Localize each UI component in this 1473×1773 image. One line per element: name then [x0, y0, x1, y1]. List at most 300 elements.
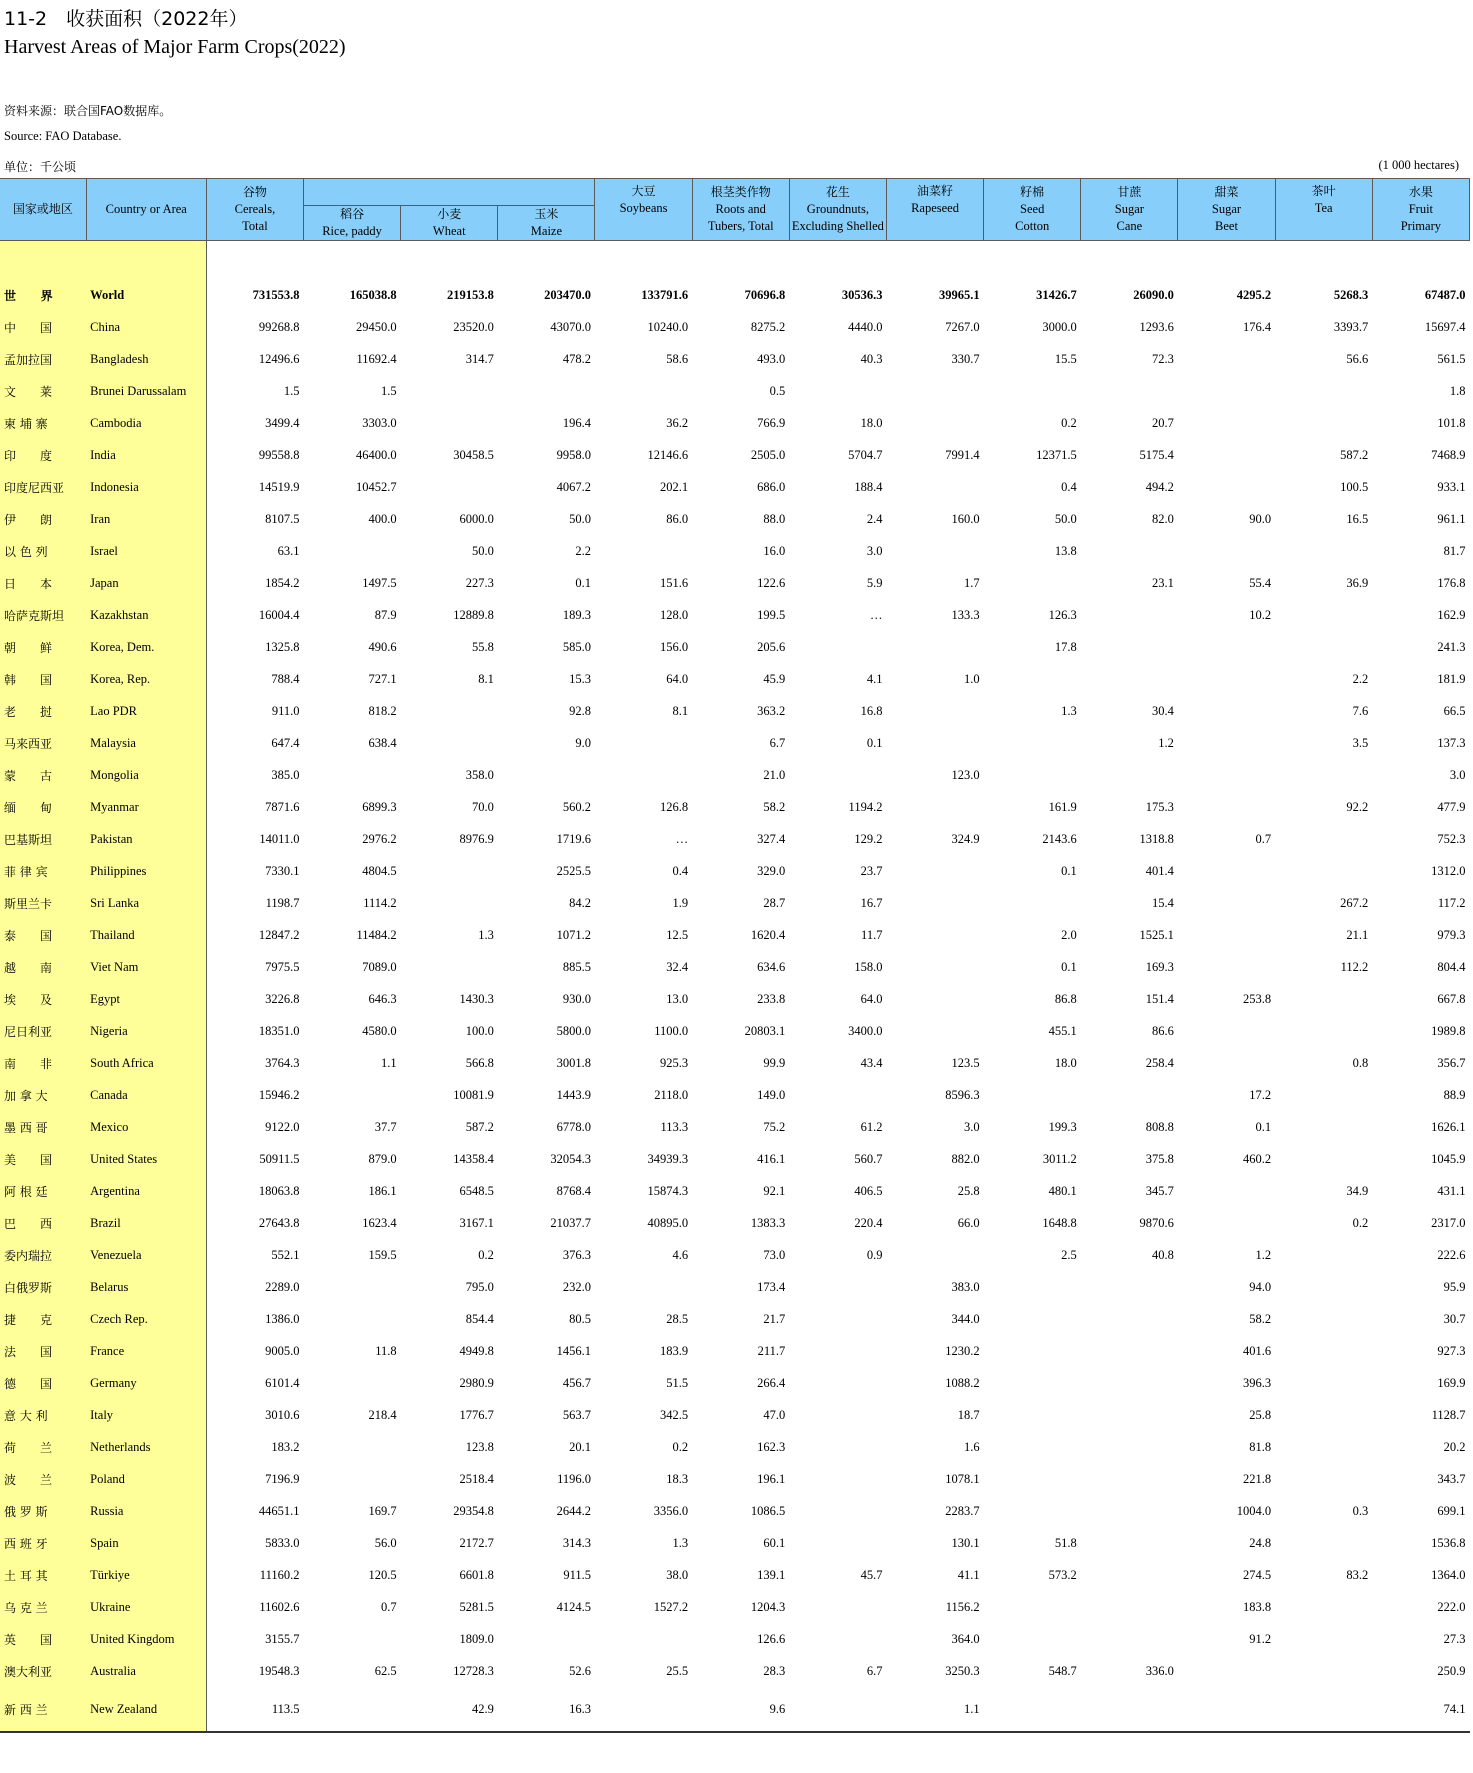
country-name-cn: 意 大 利: [0, 1399, 86, 1431]
value-wheat: 2172.7: [459, 1535, 494, 1550]
value-sugar-cane: [1081, 759, 1178, 791]
value-maize: 43070.0: [550, 319, 591, 334]
value-sugar-cane: [1081, 1623, 1178, 1655]
country-name-en: South Africa: [86, 1047, 206, 1079]
header-sugar-beet: 甜菜 Sugar Beet: [1178, 179, 1275, 241]
value-tea: 3.5: [1352, 735, 1369, 750]
value-soybeans: 38.0: [666, 1567, 689, 1582]
value-wheat: 0.2: [478, 1247, 494, 1262]
value-rice: [304, 1303, 401, 1335]
value-roots: 363.2: [757, 703, 786, 718]
value-roots: 327.4: [757, 831, 786, 846]
country-name-en: World: [86, 279, 206, 311]
value-maize: 0.1: [575, 575, 591, 590]
value-tea: [1275, 1367, 1372, 1399]
value-groundnuts: 3.0: [866, 543, 883, 558]
value-groundnuts: 6.7: [866, 1663, 883, 1678]
value-tea: 0.8: [1352, 1055, 1369, 1070]
value-sugar-cane: [1081, 1367, 1178, 1399]
value-fruit: 66.5: [1443, 703, 1466, 718]
value-sugar-cane: 1318.8: [1139, 831, 1174, 846]
value-maize: 9.0: [575, 735, 591, 750]
value-maize: 3001.8: [556, 1055, 591, 1070]
value-sugar-cane: 175.3: [1145, 799, 1174, 814]
value-soybeans: 1.9: [672, 895, 689, 910]
table-row: [0, 1655, 1470, 1687]
country-name-en: Korea, Dem.: [86, 631, 206, 663]
value-fruit: 2317.0: [1431, 1215, 1466, 1230]
value-sugar-cane: 375.8: [1145, 1151, 1174, 1166]
country-name-cn: 以 色 列: [0, 535, 86, 567]
value-tea: [1275, 759, 1372, 791]
value-soybeans: 156.0: [660, 639, 689, 654]
value-sugar-beet: 0.7: [1255, 831, 1272, 846]
value-cereals: 1386.0: [265, 1311, 300, 1326]
value-seed-cotton: [984, 567, 1081, 599]
value-tea: 16.5: [1346, 511, 1369, 526]
value-sugar-beet: 274.5: [1242, 1567, 1272, 1582]
value-maize: 189.3: [562, 607, 591, 622]
value-groundnuts: 3400.0: [848, 1023, 883, 1038]
value-roots: 1383.3: [750, 1215, 786, 1230]
table-row: [0, 1079, 1470, 1111]
value-rice: [304, 1463, 401, 1495]
value-seed-cotton: 3011.2: [1042, 1151, 1077, 1166]
value-groundnuts: [789, 1399, 886, 1431]
value-tea: 83.2: [1346, 1567, 1369, 1582]
value-rapeseed: [886, 471, 983, 503]
value-rapeseed: 2283.7: [945, 1503, 980, 1518]
value-rice: [304, 1079, 401, 1111]
value-sugar-beet: [1178, 663, 1275, 695]
value-fruit: 222.0: [1437, 1599, 1466, 1614]
value-cereals: 552.1: [271, 1247, 300, 1262]
value-cereals: 11602.6: [259, 1599, 300, 1614]
value-seed-cotton: [984, 727, 1081, 759]
value-soybeans: [595, 1687, 692, 1732]
value-tea: [1275, 1271, 1372, 1303]
value-groundnuts: [789, 1527, 886, 1559]
value-fruit: 20.2: [1443, 1439, 1466, 1454]
value-fruit: 101.8: [1437, 415, 1466, 430]
value-sugar-beet: [1178, 375, 1275, 407]
value-tea: [1275, 1015, 1372, 1047]
value-groundnuts: [789, 1079, 886, 1111]
value-groundnuts: 1194.2: [848, 799, 883, 814]
value-rapeseed: 1088.2: [945, 1375, 980, 1390]
country-name-en: France: [86, 1335, 206, 1367]
value-sugar-beet: [1178, 1655, 1275, 1687]
value-cereals: 385.0: [271, 767, 300, 782]
value-rapeseed: 18.7: [957, 1407, 980, 1422]
value-soybeans: 12.5: [666, 927, 689, 942]
value-roots: 211.7: [757, 1343, 786, 1358]
value-maize: 314.3: [562, 1535, 591, 1550]
value-groundnuts: [789, 1591, 886, 1623]
value-sugar-beet: 396.3: [1242, 1375, 1272, 1390]
value-tea: 3393.7: [1333, 319, 1369, 334]
value-rapeseed: 39965.1: [938, 287, 980, 302]
value-rice: 11692.4: [356, 351, 397, 366]
value-cereals: 9122.0: [265, 1119, 300, 1134]
value-rice: 169.7: [368, 1503, 397, 1518]
value-tea: 2.2: [1352, 671, 1369, 686]
value-rapeseed: 3.0: [963, 1119, 980, 1134]
value-soybeans: 12146.6: [647, 447, 689, 462]
value-cereals: 99268.8: [258, 319, 300, 334]
value-soybeans: [595, 1623, 692, 1655]
value-tea: [1275, 1143, 1372, 1175]
value-seed-cotton: 17.8: [1054, 639, 1077, 654]
value-groundnuts: [789, 1623, 886, 1655]
value-rapeseed: 1.0: [963, 671, 980, 686]
value-soybeans: 15874.3: [647, 1183, 689, 1198]
country-name-en: Japan: [86, 567, 206, 599]
value-maize: 478.2: [562, 351, 591, 366]
value-seed-cotton: [984, 1079, 1081, 1111]
country-name-cn: 柬 埔 寨: [0, 407, 86, 439]
value-wheat: 566.8: [465, 1055, 494, 1070]
value-cereals: 16004.4: [258, 607, 300, 622]
value-groundnuts: 4440.0: [848, 319, 883, 334]
value-rice: 1.1: [381, 1055, 397, 1070]
value-wheat: 50.0: [471, 543, 494, 558]
value-soybeans: 13.0: [666, 991, 689, 1006]
value-groundnuts: [789, 1431, 886, 1463]
value-roots: 8275.2: [750, 319, 786, 334]
table-row: [0, 279, 1470, 311]
country-name-en: Lao PDR: [86, 695, 206, 727]
value-tea: [1275, 631, 1372, 663]
country-name-cn: 伊 朗: [0, 503, 86, 535]
value-cereals: 1854.2: [265, 575, 300, 590]
value-sugar-beet: [1178, 951, 1275, 983]
value-seed-cotton: [984, 1687, 1081, 1732]
value-tea: [1275, 535, 1372, 567]
value-rapeseed: 1156.2: [945, 1599, 980, 1614]
table-row: [0, 983, 1470, 1015]
country-name-en: United Kingdom: [86, 1623, 206, 1655]
country-name-cn: 巴 西: [0, 1207, 86, 1239]
value-rapeseed: 25.8: [957, 1183, 980, 1198]
value-soybeans: 4.6: [672, 1247, 689, 1262]
value-rapeseed: 324.9: [951, 831, 980, 846]
value-wheat: 123.8: [465, 1439, 494, 1454]
value-soybeans: 151.6: [660, 575, 689, 590]
value-sugar-cane: 86.6: [1152, 1023, 1174, 1038]
value-rapeseed: 1230.2: [945, 1343, 980, 1358]
value-rapeseed: 123.5: [951, 1055, 980, 1070]
value-rice: 646.3: [368, 991, 397, 1006]
table-row: [0, 535, 1470, 567]
value-rapeseed: 882.0: [951, 1151, 980, 1166]
value-groundnuts: 43.4: [860, 1055, 883, 1070]
value-sugar-beet: 55.4: [1249, 575, 1272, 590]
value-sugar-beet: [1178, 759, 1275, 791]
country-name-cn: 新 西 兰: [0, 1687, 86, 1732]
value-wheat: 587.2: [465, 1119, 494, 1134]
value-roots: 2505.0: [750, 447, 786, 462]
value-sugar-cane: 40.8: [1152, 1247, 1174, 1262]
table-row: [0, 375, 1470, 407]
value-roots: 45.9: [763, 671, 786, 686]
country-name-cn: 马来西亚: [0, 727, 86, 759]
value-rice: [304, 1623, 401, 1655]
country-name-en: Czech Rep.: [86, 1303, 206, 1335]
header-rice: 稻谷 Rice, paddy: [304, 206, 401, 241]
value-rice: [304, 1687, 401, 1732]
value-soybeans: [595, 759, 692, 791]
value-soybeans: 18.3: [666, 1471, 689, 1486]
table-row: [0, 1623, 1470, 1655]
value-seed-cotton: 2143.6: [1042, 831, 1077, 846]
value-tea: [1275, 1399, 1372, 1431]
value-maize: [498, 375, 595, 407]
table-row: [0, 823, 1470, 855]
country-name-en: Mongolia: [86, 759, 206, 791]
value-maize: 5800.0: [556, 1023, 591, 1038]
value-roots: 329.0: [757, 863, 786, 878]
value-rice: 727.1: [368, 671, 397, 686]
value-maize: 84.2: [569, 895, 591, 910]
value-sugar-cane: 258.4: [1145, 1055, 1174, 1070]
value-rapeseed: [886, 951, 983, 983]
country-name-en: Canada: [86, 1079, 206, 1111]
value-maize: 80.5: [569, 1311, 591, 1326]
value-maize: 92.8: [569, 703, 591, 718]
value-cereals: 12847.2: [258, 927, 300, 942]
value-cereals: 7330.1: [265, 863, 300, 878]
value-groundnuts: 23.7: [860, 863, 883, 878]
value-fruit: 176.8: [1437, 575, 1466, 590]
value-sugar-beet: 221.8: [1242, 1471, 1272, 1486]
header-seed-cotton: 籽棉 Seed Cotton: [984, 179, 1081, 241]
value-rapeseed: 41.1: [957, 1567, 980, 1582]
value-seed-cotton: 548.7: [1048, 1663, 1077, 1678]
value-fruit: 74.1: [1372, 1687, 1469, 1732]
value-cereals: 50911.5: [259, 1151, 300, 1166]
value-rapeseed: [886, 887, 983, 919]
value-groundnuts: [789, 631, 886, 663]
value-seed-cotton: 86.8: [1054, 991, 1077, 1006]
value-groundnuts: [789, 375, 886, 407]
value-rapeseed: [886, 855, 983, 887]
value-seed-cotton: [984, 663, 1081, 695]
country-name-en: Israel: [86, 535, 206, 567]
value-maize: 232.0: [562, 1279, 591, 1294]
value-maize: 911.5: [563, 1567, 591, 1582]
value-cereals: 8107.5: [265, 511, 300, 526]
country-name-cn: 加 拿 大: [0, 1079, 86, 1111]
value-rice: 2976.2: [362, 831, 397, 846]
value-soybeans: 183.9: [660, 1343, 689, 1358]
value-maize: 6778.0: [556, 1119, 591, 1134]
value-soybeans: 1.3: [672, 1535, 689, 1550]
country-name-en: Nigeria: [86, 1015, 206, 1047]
country-name-cn: 蒙 古: [0, 759, 86, 791]
value-groundnuts: 11.7: [861, 927, 883, 942]
value-maize: 2644.2: [556, 1503, 591, 1518]
value-sugar-beet: [1178, 407, 1275, 439]
country-name-cn: 澳大利亚: [0, 1655, 86, 1687]
value-roots: 88.0: [763, 511, 786, 526]
value-wheat: 70.0: [471, 799, 494, 814]
value-rice: 1623.4: [362, 1215, 397, 1230]
value-sugar-beet: 0.1: [1255, 1119, 1272, 1134]
table-row: [0, 1399, 1470, 1431]
value-sugar-beet: 253.8: [1242, 991, 1272, 1006]
value-seed-cotton: 455.1: [1048, 1023, 1077, 1038]
country-name-cn: 墨 西 哥: [0, 1111, 86, 1143]
value-groundnuts: 16.7: [860, 895, 883, 910]
table-body: [0, 241, 1470, 1733]
country-name-en: Belarus: [86, 1271, 206, 1303]
value-tea: 100.5: [1340, 479, 1369, 494]
table-row: [0, 1495, 1470, 1527]
value-cereals: 1.5: [283, 383, 300, 398]
country-name-en: China: [86, 311, 206, 343]
value-seed-cotton: 0.2: [1061, 415, 1077, 430]
value-wheat: 6601.8: [459, 1567, 494, 1582]
value-tea: [1275, 1079, 1372, 1111]
country-name-en: Viet Nam: [86, 951, 206, 983]
value-maize: 560.2: [562, 799, 591, 814]
country-name-en: Argentina: [86, 1175, 206, 1207]
value-sugar-cane: 5175.4: [1139, 447, 1174, 462]
value-sugar-beet: 24.8: [1249, 1535, 1272, 1550]
value-roots: 233.8: [757, 991, 786, 1006]
value-rice: 37.7: [374, 1119, 397, 1134]
value-roots: 122.6: [757, 575, 786, 590]
value-seed-cotton: 1.3: [1061, 703, 1077, 718]
value-rice: [304, 1367, 401, 1399]
country-name-en: Mexico: [86, 1111, 206, 1143]
value-rice: 10452.7: [356, 479, 397, 494]
value-soybeans: 1527.2: [653, 1599, 689, 1614]
value-sugar-beet: [1178, 1207, 1275, 1239]
value-maize: 930.0: [562, 991, 591, 1006]
table-row: [0, 1015, 1470, 1047]
value-rapeseed: [886, 407, 983, 439]
value-sugar-cane: [1081, 1559, 1178, 1591]
value-soybeans: …: [675, 831, 689, 846]
country-name-cn: 英 国: [0, 1623, 86, 1655]
value-wheat: 1.3: [478, 927, 494, 942]
country-name-en: Russia: [86, 1495, 206, 1527]
value-wheat: 14358.4: [453, 1151, 494, 1166]
country-name-en: Myanmar: [86, 791, 206, 823]
value-fruit: 1989.8: [1431, 1023, 1466, 1038]
value-groundnuts: 4.1: [866, 671, 883, 686]
value-roots: 16.0: [763, 543, 786, 558]
value-sugar-beet: [1178, 727, 1275, 759]
value-sugar-beet: [1178, 1687, 1275, 1732]
value-soybeans: 40895.0: [647, 1215, 689, 1230]
value-maize: 8768.4: [556, 1183, 591, 1198]
value-rice: 11484.2: [356, 927, 397, 942]
value-seed-cotton: 126.3: [1048, 607, 1077, 622]
value-cereals: 3010.6: [265, 1407, 300, 1422]
value-soybeans: 86.0: [666, 511, 689, 526]
country-name-en: India: [86, 439, 206, 471]
value-cereals: 1198.7: [265, 895, 300, 910]
value-seed-cotton: 18.0: [1054, 1055, 1077, 1070]
value-fruit: 561.5: [1437, 351, 1466, 366]
value-tea: [1275, 1111, 1372, 1143]
value-rapeseed: [886, 791, 983, 823]
value-sugar-cane: 26090.0: [1133, 287, 1174, 302]
value-groundnuts: 406.5: [854, 1183, 883, 1198]
value-seed-cotton: 199.3: [1048, 1119, 1077, 1134]
value-sugar-cane: 401.4: [1145, 863, 1174, 878]
value-tea: [1275, 1431, 1372, 1463]
value-fruit: 162.9: [1437, 607, 1466, 622]
value-roots: 6.7: [769, 735, 786, 750]
value-cereals: 647.4: [271, 735, 300, 750]
value-rapeseed: [886, 535, 983, 567]
value-sugar-cane: [1081, 1527, 1178, 1559]
value-groundnuts: [789, 1303, 886, 1335]
value-wheat: 8976.9: [459, 831, 494, 846]
value-cereals: 15946.2: [258, 1087, 300, 1102]
country-name-cn: 日 本: [0, 567, 86, 599]
value-rice: 29450.0: [356, 319, 397, 334]
value-groundnuts: 0.9: [866, 1247, 883, 1262]
value-tea: 21.1: [1346, 927, 1369, 942]
value-seed-cotton: [984, 1271, 1081, 1303]
value-roots: 1620.4: [750, 927, 786, 942]
value-rice: 4804.5: [362, 863, 397, 878]
value-wheat: 795.0: [465, 1279, 494, 1294]
country-name-en: Sri Lanka: [86, 887, 206, 919]
country-name-cn: 泰 国: [0, 919, 86, 951]
value-tea: 34.9: [1346, 1183, 1369, 1198]
value-groundnuts: [789, 1463, 886, 1495]
value-fruit: 927.3: [1437, 1343, 1466, 1358]
value-cereals: 3764.3: [265, 1055, 300, 1070]
value-wheat: 23520.0: [453, 319, 494, 334]
value-seed-cotton: 0.1: [1061, 863, 1077, 878]
unit-note-cn: 单位：千公顷: [4, 160, 77, 174]
table-row: [0, 343, 1470, 375]
value-sugar-beet: [1178, 695, 1275, 727]
value-cereals: 113.5: [206, 1687, 303, 1732]
value-roots: 634.6: [757, 959, 786, 974]
value-soybeans: 202.1: [660, 479, 689, 494]
value-wheat: 10081.9: [453, 1087, 494, 1102]
country-name-en: Ukraine: [86, 1591, 206, 1623]
value-groundnuts: 64.0: [860, 991, 883, 1006]
value-soybeans: 36.2: [666, 415, 689, 430]
value-maize: 1719.6: [556, 831, 591, 846]
table-row: [0, 407, 1470, 439]
value-wheat: 30458.5: [453, 447, 494, 462]
value-tea: [1275, 1239, 1372, 1271]
value-groundnuts: [789, 1495, 886, 1527]
table-row: [0, 1271, 1470, 1303]
value-sugar-cane: [1081, 1079, 1178, 1111]
value-tea: [1275, 1687, 1372, 1732]
value-roots: 28.7: [763, 895, 786, 910]
value-fruit: 15697.4: [1424, 319, 1466, 334]
value-maize: 563.7: [562, 1407, 591, 1422]
value-seed-cotton: [984, 1591, 1081, 1623]
table-row: [0, 1143, 1470, 1175]
table-row: [0, 1335, 1470, 1367]
value-maize: 52.6: [569, 1663, 591, 1678]
value-fruit: 27.3: [1443, 1631, 1466, 1646]
page-title-cn: 11-2 收获面积（2022年）: [4, 8, 248, 30]
